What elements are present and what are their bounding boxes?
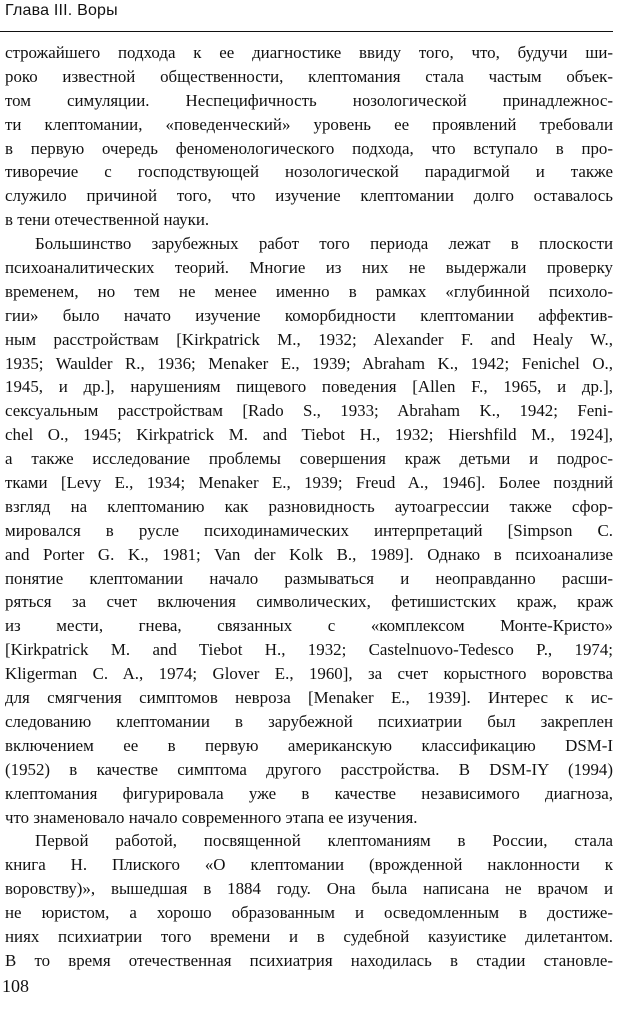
text-line: что знаменовало начало современного этапа ее изучения. <box>5 807 418 827</box>
text-line: книга Н. Плиского «О клептомании (врожденной наклонности к <box>5 855 613 875</box>
text-line: гии» было начато изучение коморбидности клептомании аффектив- <box>5 305 613 325</box>
text-line: 1935; Waulder R., 1936; Menaker E., 1939; Abraham K., 1942; Fenichel O., <box>5 353 613 373</box>
text-line: воровству)», вышедшая в 1884 году. Она была написана не врачом и <box>5 879 613 899</box>
text-line: мировался в русле психодинамических интерпретаций [Simpson C. <box>5 520 613 540</box>
text-line: психоаналитических теорий. Многие из них не выдержали проверку <box>5 258 613 278</box>
text-line: следованию клептомании в зарубежной психиатрии был закреплен <box>5 711 613 731</box>
text-line: 1945, и др.], нарушениям пищевого поведения [Allen F., 1965, и др.], <box>5 377 613 397</box>
text-line: клептомания фигурировала уже в качестве независимого диагноза, <box>5 783 613 803</box>
body-text <box>5 41 613 973</box>
text-line: в первую очередь феноменологического подхода, что вступало в про- <box>5 138 613 158</box>
text-line: тиворечие с господствующей нозологической парадигмой и также <box>5 162 613 182</box>
text-line: (1952) в качестве симптома другого расстройства. В DSM-IY (1994) <box>5 759 613 779</box>
running-head: Глава III. Воры <box>5 2 118 19</box>
text-line: Kligerman C. A., 1974; Glover E., 1960], за счет корыстного воровства <box>5 664 613 684</box>
header-rule <box>0 31 613 32</box>
text-line: а также исследование проблемы совершения краж детьми и подрос- <box>5 449 613 469</box>
text-line: служило причиной того, что изучение клептомании долго оставалось <box>5 186 613 206</box>
text-line: временем, но тем не менее именно в рамках «глубинной психоло- <box>5 281 613 301</box>
text-line: включением ее в первую американскую классификацию DSM-I <box>5 735 613 755</box>
text-line: строжайшего подхода к ее диагностике ввиду того, что, будучи ши- <box>5 43 613 62</box>
text-line: сексуальным расстройствам [Rado S., 1933; Abraham K., 1942; Feni- <box>5 401 613 421</box>
text-line: [Kirkpatrick M. and Tiebot H., 1932; Castelnuovo-Tedesco P., 1974; <box>5 640 613 660</box>
text-line: Первой работой, посвященной клептоманиям в России, стала <box>35 831 613 851</box>
text-line: не юристом, а хорошо образованным и осведомленным в достиже- <box>5 903 613 923</box>
text-line: ти клептомании, «поведенческий» уровень ее проявлений требовали <box>5 114 613 134</box>
text-line: взгляд на клептоманию как разновидность аутоагрессии также сфор- <box>5 496 613 516</box>
text-line: and Porter G. K., 1981; Van der Kolk B., 1989]. Однако в психоанализе <box>5 544 613 564</box>
text-line: ниях психиатрии того времени и в судебной казуистике дилетантом. <box>5 926 613 946</box>
text-line: ряться за счет включения символических, фетишистских краж, краж <box>5 592 613 612</box>
text-line: том симуляции. Неспецифичность нозологической принадлежнос- <box>5 90 613 110</box>
text-line: в тени отечественной науки. <box>5 210 210 230</box>
text-line: понятие клептомании начало размываться и неоправданно расши- <box>5 568 613 588</box>
page-number: 108 <box>2 976 29 996</box>
text-line: ным расстройствам [Kirkpatrick M., 1932; Alexander F. and Healy W., <box>5 329 613 349</box>
text-line: В то время отечественная психиатрия находилась в стадии становле- <box>5 950 613 970</box>
text-line: chel O., 1945; Kirkpatrick M. and Tiebot H., 1932; Hiershfild M., 1924], <box>5 425 613 445</box>
text-line: для смягчения симптомов невроза [Menaker E., 1939]. Интерес к ис- <box>5 688 613 708</box>
text-line: роко известной общественности, клептомания стала частым объек- <box>5 66 613 86</box>
text-line: Большинство зарубежных работ того периода лежат в плоскости <box>35 234 613 254</box>
text-line: из мести, гнева, связанных с «комплексом Монте-Кристо» <box>5 616 613 636</box>
text-line: тками [Levy E., 1934; Menaker E., 1939; Freud A., 1946]. Более поздний <box>5 473 613 493</box>
